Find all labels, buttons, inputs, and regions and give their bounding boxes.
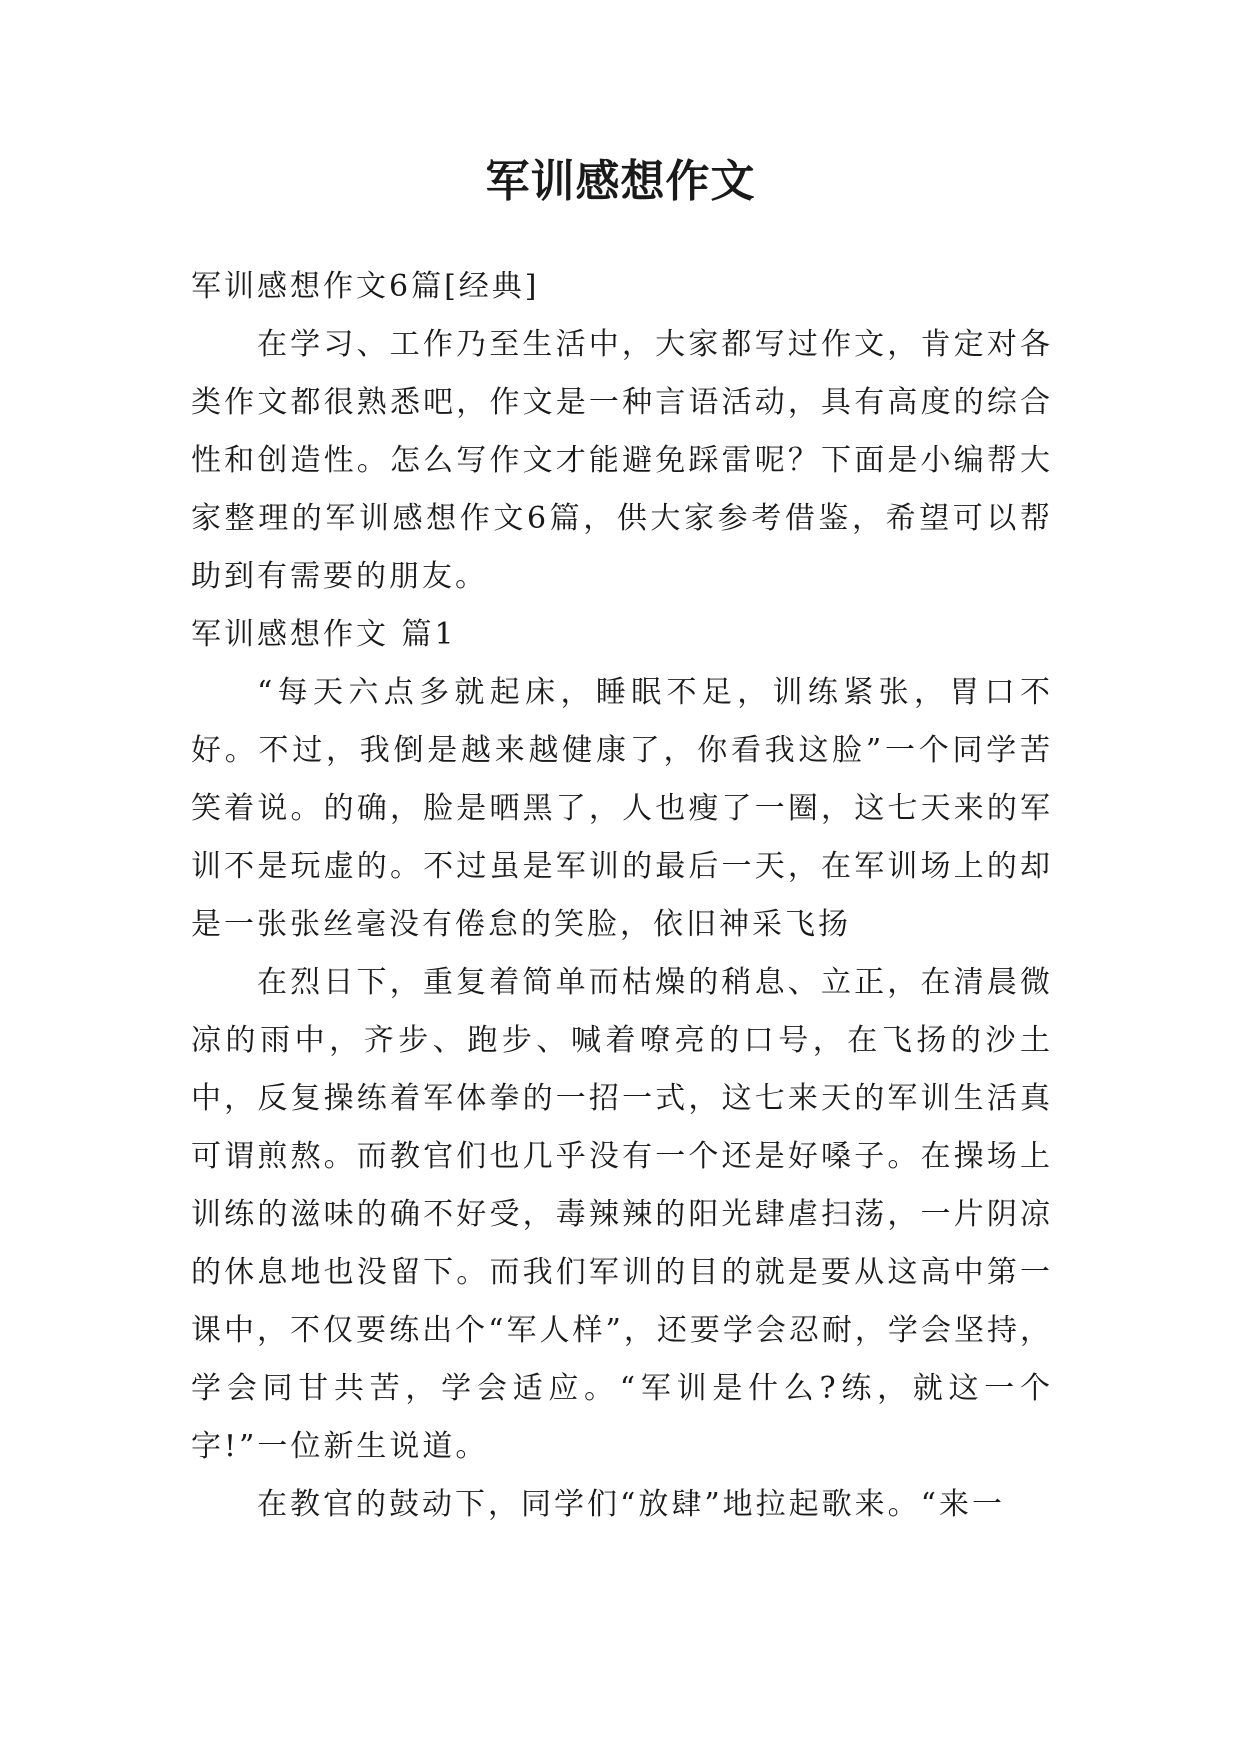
intro-paragraph: 在学习、工作乃至生活中，大家都写过作文，肯定对各类作文都很熟悉吧，作文是一种言语活动，具有高度的综合性和创造性。怎么写作文才能避免踩雷呢？下面是小编帮大家整理的军训感想作文6篇，供大家参考借鉴，希望可以帮助到有需要的朋友。 xyxy=(191,327,1053,594)
body-paragraph: 在教官的鼓动下，同学们“放肆”地拉起歌来。“来一 xyxy=(257,1487,1006,1522)
document-title: 军训感想作文 xyxy=(485,156,756,207)
document-subtitle: 军训感想作文6篇[经典] xyxy=(191,269,540,304)
body-paragraph: “每天六点多就起床，睡眠不足，训练紧张，胃口不好。不过，我倒是越来越健康了，你看我这脸”一个同学苦笑着说。的确，脸是晒黑了，人也瘦了一圈，这七天来的军训不是玩虚的。不过虽是军训的最后一天，在军训场上的却是一张张丝毫没有倦怠的笑脸，依旧神采飞扬 xyxy=(191,675,1053,942)
section-heading: 军训感想作文 篇1 xyxy=(191,617,457,652)
document-body xyxy=(191,258,1053,1534)
body-paragraph: 在烈日下，重复着简单而枯燥的稍息、立正，在清晨微凉的雨中，齐步、跑步、喊着嘹亮的口号，在飞扬的沙土中，反复操练着军体拳的一招一式，这七来天的军训生活真可谓煎熬。而教官们也几乎没有一个还是好嗓子。在操场上训练的滋味的确不好受，毒辣辣的阳光肆虐扫荡，一片阴凉的休息地也没留下。而我们军训的目的就是要从这高中第一课中，不仅要练出个“军人样”，还要学会忍耐，学会坚持，学会同甘共苦，学会适应。“军训是什么?练，就这一个字!”一位新生说道。 xyxy=(191,965,1053,1464)
